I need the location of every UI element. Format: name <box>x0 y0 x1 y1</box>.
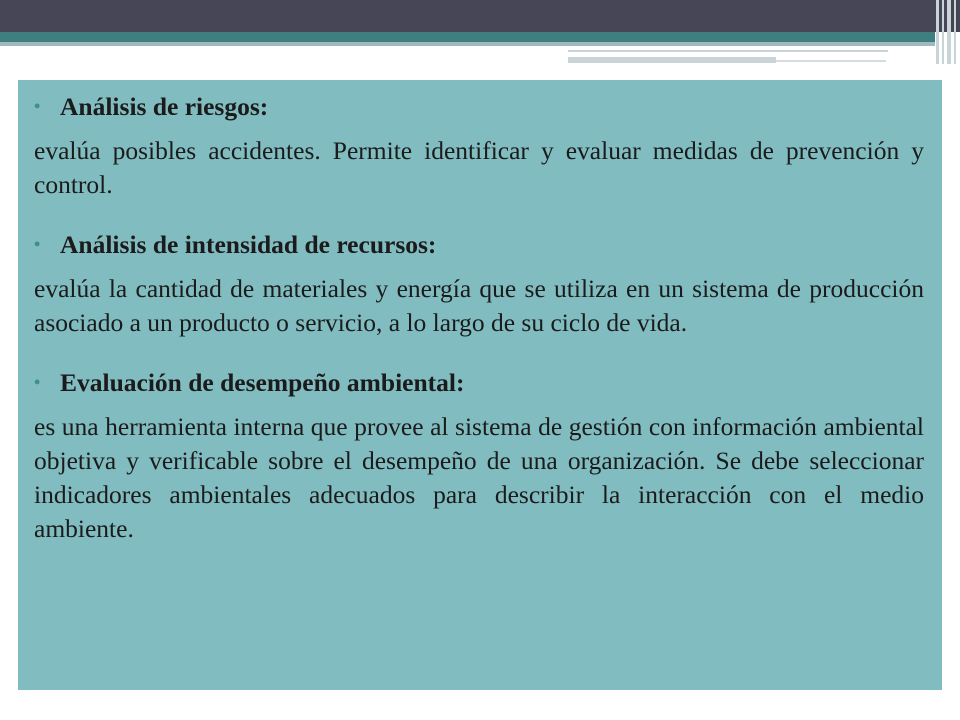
item-heading-row <box>34 90 924 126</box>
teal-accent-strip <box>0 32 935 42</box>
top-decorative-bar <box>0 0 960 32</box>
decorative-vertical-line <box>947 0 951 64</box>
item-heading-row <box>34 228 924 264</box>
item-heading: Análisis de riesgos: <box>60 92 269 121</box>
item-heading: Análisis de intensidad de recursos: <box>60 230 437 259</box>
decorative-vertical-line <box>942 0 944 64</box>
item-heading-row <box>34 366 924 402</box>
decorative-line <box>776 60 886 62</box>
item-description: evalúa la cantidad de materiales y energía que se utiliza en un sistema de producción asociado a un producto o servicio, a lo largo de su ciclo de vida. <box>34 274 924 337</box>
decorative-vertical-line <box>954 0 956 64</box>
content-panel <box>18 80 942 690</box>
item-description: es una herramienta interna que provee al sistema de gestión con información ambiental objetiva y verificable sobre el desempeño de una organización. Se debe seleccionar indicadores ambientales adecuados para describir la interacción con el medio ambiente. <box>34 412 924 543</box>
grey-accent-strip <box>0 42 935 46</box>
decorative-vertical-line <box>936 0 939 64</box>
item-description: evalúa posibles accidentes. Permite identificar y evaluar medidas de prevención y control. <box>34 136 924 199</box>
decorative-line <box>568 50 888 52</box>
item-heading: Evaluación de desempeño ambiental: <box>60 368 465 397</box>
decorative-line <box>568 57 776 63</box>
slide-content <box>34 90 924 572</box>
list-item <box>34 228 924 340</box>
list-item <box>34 366 924 546</box>
bullet-icon: • <box>34 234 41 254</box>
bullet-icon: • <box>34 96 41 116</box>
list-item <box>34 90 924 202</box>
bullet-icon: • <box>34 372 41 392</box>
